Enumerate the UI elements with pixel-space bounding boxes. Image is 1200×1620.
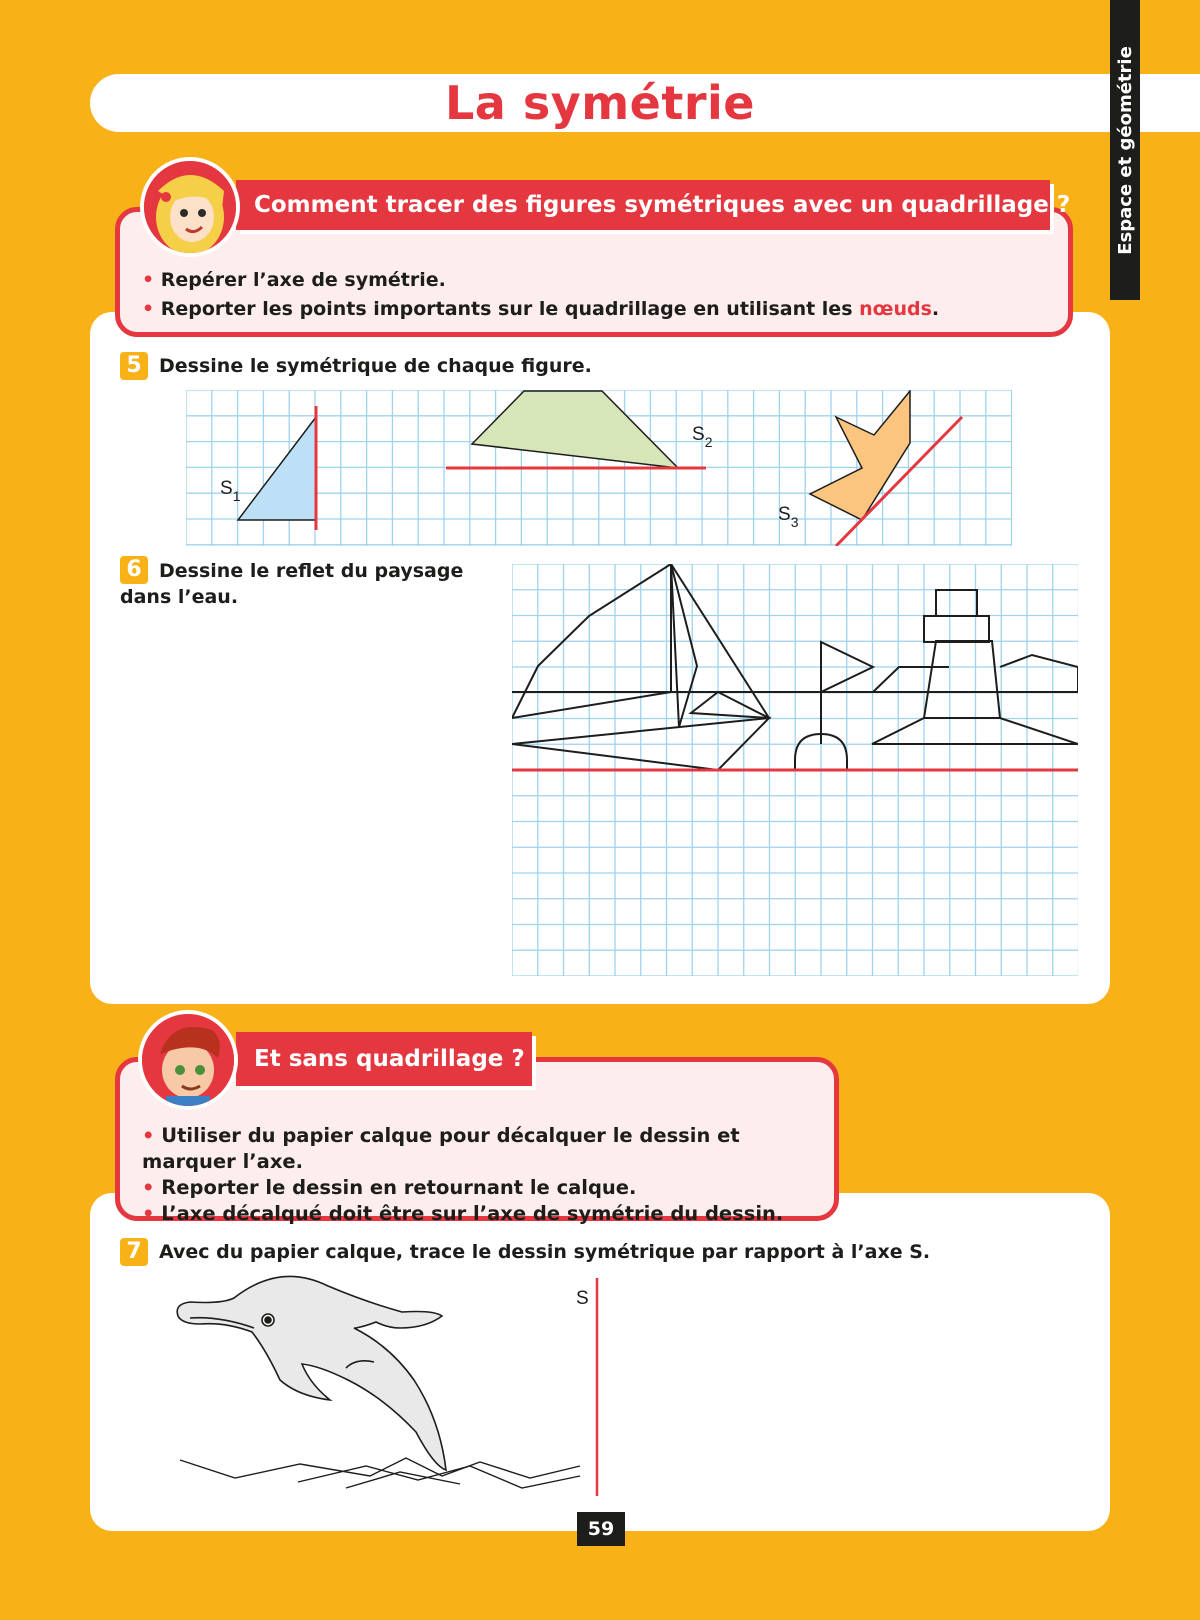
exercise-6-grid-figure[interactable] <box>512 564 1078 976</box>
tip-list-no-grid <box>142 1123 832 1227</box>
dolphin-drawing <box>177 1276 446 1470</box>
exercise-7-instruction: Avec du papier calque, trace le dessin symétrique par rapport à l’axe S. <box>159 1241 931 1263</box>
boy-face-icon <box>142 1014 234 1106</box>
boy-avatar-icon <box>138 1010 238 1110</box>
exercise-5-grid-figure[interactable] <box>186 390 1012 546</box>
label-s2: $S_2$ <box>692 424 713 450</box>
girl-face-icon <box>144 161 236 253</box>
side-tab-label <box>1110 0 1140 300</box>
tip-item-points-end: . <box>931 298 940 320</box>
exercise-6-instruction-line1: Dessine le reflet du paysage <box>159 560 464 582</box>
exercise-number-6: 6 <box>120 556 148 584</box>
triangle-s1 <box>238 417 316 520</box>
label-s3: $S_3$ <box>778 504 799 530</box>
tip-keyword-noeuds: nœuds <box>859 298 932 320</box>
tip-item-points-text: Reporter les points importants sur le quadrillage en utilisant les <box>160 298 860 320</box>
label-s1: $S_1$ <box>220 478 241 504</box>
tip-item-points <box>142 295 1042 324</box>
tip-item-axis: • Repérer l’axe de symétrie. <box>142 266 1042 295</box>
page-number: 59 <box>577 1512 625 1546</box>
exercise-number-7: 7 <box>120 1238 148 1266</box>
tip-list-grid <box>142 266 1042 324</box>
waves-drawing <box>180 1458 580 1488</box>
axis-s-label: S <box>576 1288 589 1309</box>
exercise-7-dolphin-figure[interactable] <box>170 1270 630 1502</box>
girl-avatar-icon <box>140 157 240 257</box>
star-s3 <box>810 391 910 520</box>
page-title: La symétrie <box>444 76 755 130</box>
exercise-5-instruction: Dessine le symétrique de chaque figure. <box>159 355 592 377</box>
trapezoid-s2 <box>472 391 678 468</box>
tip-item-axe: • L’axe décalqué doit être sur l’axe de symétrie du dessin. <box>142 1201 832 1227</box>
tip-item-retourner: • Reporter le dessin en retournant le calque. <box>142 1175 832 1201</box>
tip-heading-grid: Comment tracer des figures symétriques avec un quadrillage ? <box>236 180 1050 230</box>
side-tab-text: Espace et géométrie <box>1114 45 1136 255</box>
exercise-number-5: 5 <box>120 352 148 380</box>
tip-heading-no-grid: Et sans quadrillage ? <box>236 1032 532 1086</box>
exercise-6-instruction-line2: dans l’eau. <box>120 586 239 608</box>
tip-item-calque: • Utiliser du papier calque pour décalquer le dessin et marquer l’axe. <box>142 1123 832 1175</box>
